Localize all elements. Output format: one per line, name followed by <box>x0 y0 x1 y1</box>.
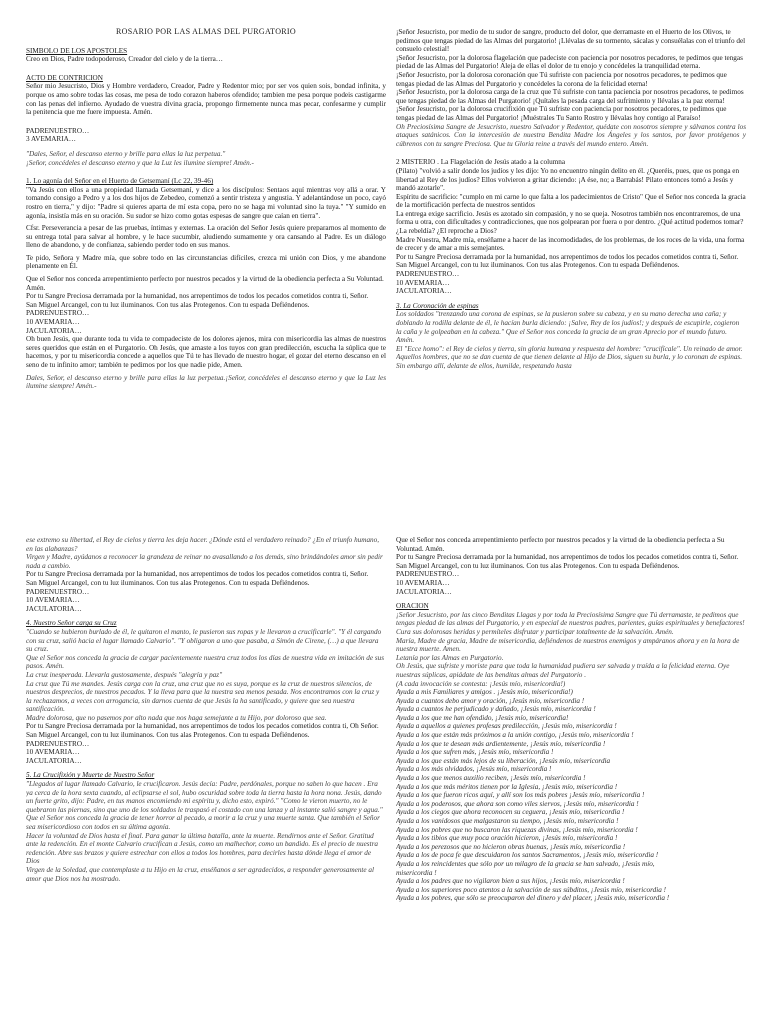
dales-line-1: "Dales, Señor, el descanso eterno y brille para ellas la luz perpetua." <box>26 149 226 158</box>
litany-item: Ayuda a los pobres, que sólo se preocuparon del dinero y del placer, ¡Jesús mío, misericordia ! <box>396 894 670 903</box>
mystery-4-jaculatoria: JACULATORIA… <box>26 756 82 765</box>
response-instruction: (A cada invocación se contesta: ¡Jesús mío, misericordia!) <box>396 679 566 688</box>
litany-item: Ayuda a los padres que no vigilaron bien a sus hijos, ¡Jesús mío, misericordia ! <box>396 877 625 886</box>
supplication-5: ¡Señor Jesucristo, por la dolorosa crucifixión que Tú sufriste con paciencia por nosotros pecadores, te pedimos que tengas piedad de las Almas del Purgatorio! ¡Muéstrales Tu Santo Rostro y llévalas hoy contigo al Paraíso! <box>396 105 727 122</box>
mystery-3-avemaria: 10 AVEMARIA… <box>26 596 80 605</box>
mystery-4-padrenuestro: PADRENUESTRO… <box>26 739 90 748</box>
mystery-2-text: (Pilato) "volvió a salir donde los judíos y les dijo: Yo no encuentro ningún delito en él. ¿Queréis, pues, que os ponga en libertad al Rey de los judíos? Ellos volvieron a gritar diciendo: ¡A ése, no; a Barrabás! Pilato entonces tomó a Jesús y mandó azotarle". <box>396 166 740 193</box>
mystery-3-blood-prayer: Por tu Sangre Preciosa derramada por la humanidad, nos arrepentimos de todos los pecados cometidos contra ti, Señor. <box>26 570 369 579</box>
litany-item: Ayuda a los ciegos que ahora reconocen su ceguera, ¡Jesús mío, misericordia ! <box>396 808 625 817</box>
mystery-4-blood-prayer: Por tu Sangre Preciosa derramada por la humanidad, nos arrepentimos de todos los pecados cometidos contra ti, Oh Señor. <box>26 722 379 731</box>
mystery-4-petition: Madre dolorosa, que no pasemos por alto nada que nos haga semejante a tu Hijo, por doloroso que sea. <box>26 713 327 722</box>
mystery-3-text: Los soldados "trenzando una corona de espinas, se la pusieron sobre su cabeza, y en su mano derecha una caña; y doblando la rodilla delante de él, le hacían burla diciendo: ¡Salve, Rey de los judíos!; y después de escupirle, cogieron la caña y le golpeaban en la cabeza." Que el Señor nos conceda la gracia de un gran Aprecio por el mundo futuro. Amén. <box>396 310 740 345</box>
mystery-2-padrenuestro: PADRENUESTRO… <box>396 270 460 279</box>
oracion-text: ¡Señor Jesucristo, por las cinco Benditas Llagas y por toda la Preciosísima Sangre que Tú derramaste, te pedimos que tengas piedad de las almas del Purgatorio, y en especial de nuestros padres, parientes, guías espirituales y benefactores! Cura sus dolorosas heridas y permíteles disfrutar y participar totalmente de la salvación. Amén. <box>396 610 745 636</box>
mystery-4-cross: La cruz inesperada. Llevarla gustosamente, después "alegría y paz" <box>26 670 223 679</box>
document-title: ROSARIO POR LAS ALMAS DEL PURGATORIO <box>116 28 296 36</box>
acto-text: Señor mio Jesucristo, Dios y Hombre verdadero, Creador, Padre y Redentor mio; por ser vos quien sois, bondad infinita, y porque os amo sobre todas las cosas, me pesa de todo corazon haberos ofendido; tambien me pesa porque podeis castigarme con las penas del infierno. Ayudado de vuestra divina gracia, propongo firmemente nunca mas pecar, confesarme y cumplir la penitencia que me fuere impuesta. Amén. <box>26 82 386 117</box>
mystery-1-reflection: Cfsr. Perseverancia a pesar de las pruebas, íntimas y externas. La oración del Señor Jesús quiere prepararnos al momento de su entrega total para salvar al hombre, y le hace sucumbir, aludiendo sumamente y ora cansando al Padre. Es un diálogo lleno de abandono, y de confianza, sabiendo perder todo en sus manos. <box>26 224 386 250</box>
mystery-1-jaculatoria: JACULATORIA… <box>26 326 82 335</box>
litany-item: Ayuda a los reincidentes que sólo por un milagro de la gracia se han salvado, ¡Jesús mío, <box>396 859 655 868</box>
quadrant-bottom-right <box>396 536 746 1006</box>
mystery-1-grace: Que el Señor nos conceda arrepentimiento perfecto por nuestros pecados y la virtud de la obediencia perfecta a Su Voluntad. Amén. <box>26 275 384 292</box>
litany-item: misericordia ! <box>396 868 437 877</box>
litany-item: Ayuda a mis Familiares y amigos . ¡Jesús mío, misericordia!) <box>396 688 573 697</box>
litany-list <box>396 688 746 903</box>
mystery-5-petition: Virgen de la Soledad, que contemplaste a tu Hijo en la cruz, enséñanos a ser agradecidos, a responder generosamente al amor que Dios nos ha mostrado. <box>26 865 375 883</box>
mystery-5-heading: 5. La Crucifixión y Muerte de Nuestro Señor <box>26 771 155 780</box>
mystery-1-text: "Va Jesús con ellos a una propiedad llamada Getsemaní, y dice a los discípulos: Sentaos aquí mientras voy allá a orar. Y tomando consigo a Pedro y a los dos hijos de Zebedeo, comenzó a sentir tristeza y angustia. Y adelantándose un poco, cayó rostro en tierra," y dijo: "Padre si quieres aparta de mí esta copa, pero no se haga mi voluntad sino la tuya." "Y sumido en agonía, insistía más en su oración. Su sudor se hizo como gotas espesas de sangre que caían en tierra". <box>26 185 386 220</box>
supplication-1: ¡Señor Jesucristo, por medio de tu sudor de sangre, producto del dolor, que derramaste en el Huerto de los Olivos, te pedimos que tengas piedad de las Almas del purgatorio! ¡Llévalas de su tormento, sácalas y consuélalas con el triunfo del consuelo celestial! <box>396 28 746 54</box>
litany-item: Ayuda a aquellos a quienes profesas predilección, ¡Jesús mío, misericordia ! <box>396 722 617 731</box>
letania-title: Letanía por las Almas en Purgatorio. <box>396 653 504 662</box>
simbolo-text: Creo en Dios, Padre todopoderoso, Creador del cielo y de la tierra… <box>26 55 223 64</box>
litany-item: Ayuda a los que están más lejos de su liberación, ¡Jesús mío, misericordia <box>396 756 611 765</box>
precious-blood-prayer: Oh Preciosísima Sangre de Jesucristo, nuestro Salvador y Redentor, quédate con nosotros siempre y sálvanos contra los ataques satánicos. Con la intercesión de nuestra Bendita Madre los Ángeles y los santos, por favor protégenos y cúbrenos con tu sangre Preciosa. Que tu Gloria reine a través del mundo entero. Amén. <box>396 122 746 148</box>
padrenuestro-label: PADRENUESTRO… <box>26 126 90 135</box>
mystery-3-reflection: El "Ecce homo": el Rey de cielos y tierra, sin gloria humana y respuesta del hombre: "crucifícale". Un reinado de amor. Aquellos hombres, que no se dan cuenta de que tienen delante al Hijo de Dios, siguen su burla, y lo coronan de espinas. Sin embargo allí, delante de ellos, humilde, respetando hasta <box>396 344 743 370</box>
dales-line-2: ¡Señor, concédeles el descanso eterno y que la Luz les ilumine siempre! Amén.- <box>26 158 254 167</box>
mystery-1-blood-prayer: Por tu Sangre Preciosa derramada por la humanidad, nos arrepentimos de todos los pecados cometidos contra ti, Señor. <box>26 292 369 301</box>
mystery-1-padrenuestro: PADRENUESTRO… <box>26 309 90 318</box>
litany-item: Ayuda a los que más méritos tienen por la Iglesia, ¡Jesús mío, misericordia ! <box>396 782 618 791</box>
mystery-5-michael-prayer: San Miguel Arcangel, con tu luz iluminanos. Con tus alas Protegenos. Con tu espada Defiéndenos. <box>396 561 680 570</box>
litany-item: Ayuda a cuantos debo amor y oración, ¡Jesús mío, misericordia ! <box>396 696 585 705</box>
mystery-3-michael-prayer: San Miguel Arcangel, con tu luz iluminanos. Con tus alas Protegenos. Con tu espada Defiéndenos. <box>26 578 310 587</box>
mystery-2-reflection: La entrega exige sacrificio. Jesús es azotado sin compasión, y no se queja. Nosotros también nos encontraremos, de una forma u otra, con dificultades y contradicciones, que nos golpearan por fuera o por dentro. ¿Qué actitud podemos tomar? ¿La rebeldía? ¿El reproche a Dios? <box>396 209 744 236</box>
mystery-1-avemaria: 10 AVEMARIA… <box>26 318 80 327</box>
litany-item: Ayuda a cuantos he perjudicado y dañado, ¡Jesús mío, misericordia ! <box>396 705 596 714</box>
mystery-4-michael-prayer: San Miguel Arcangel, con tu luz iluminanos. Con tus alas Protegenos. Con tu espada Defiéndenos. <box>26 731 310 740</box>
mystery-5-padrenuestro: PADRENUESTRO… <box>396 570 460 579</box>
litany-item: Ayuda a los tibios que muy poca oración hicieron, ¡Jesús mío, misericordia ! <box>396 834 618 843</box>
litany-item: Ayuda a los que fueron ricos aquí, y allí son los más pobres ¡Jesús mío, misericordia ! <box>396 791 645 800</box>
supplication-2: ¡Señor Jesucristo, por la dolorosa flagelación que padeciste con paciencia por nosotros pecadores, te pedimos que tengas piedad de las Almas del Purgatorio! Aleja de ellas el dolor de tu enojo y concédeles la tranquilidad eterna. <box>396 53 743 71</box>
quadrant-top-right <box>396 28 746 516</box>
litany-item: Ayuda a los perezosos que no hicieron obras buenas, ¡Jesús mío, misericordia ! <box>396 842 626 851</box>
mystery-2-heading: 2 MISTERIO . La Flagelación de Jesús atado a la columna <box>396 158 566 167</box>
litany-item: Ayuda a los pobres que no buscaron las riquezas divinas, ¡Jesús mío, misericordia ! <box>396 825 638 834</box>
mystery-2-petition: Madre Nuestra, Madre mía, enséñame a hacer de las incomodidades, de los problemas, de los roces de la vida, una forma de crecer y de amar a mis semejantes. <box>396 235 745 253</box>
mystery-1-petition: Te pido, Señora y Madre mía, que sobre todo en las circunstancias difíciles, crezca mi unión con Dios, y me abandone plenamente en Él. <box>26 253 386 271</box>
mystery-2-avemaria: 10 AVEMARIA… <box>396 278 450 287</box>
litany-item: Ayuda a los que sufren más, ¡Jesús mío, misericordia ! <box>396 748 554 757</box>
maria-prayer: María, Madre de gracia, Madre de misericordia, defiéndenos de nuestros enemigos y ampáranos ahora y en la hora de nuestra muerte. Amen. <box>396 636 740 654</box>
mystery-5-text: "Llegados al lugar llamado Calvario, le crucificaron. Jesús decía: Padre, perdónales, porque no saben lo que hacen . Era ya cerca de la hora sexta cuando, al eclipsarse el sol, hubo oscuridad sobre toda la tierra hasta la hora nona. Jesús, dando un fuerte grito, dijo: Padre, en tus manos encomiendo mi espíritu y, dicho esto, expiró." "Como le vieron muerto, no le quebraron las piernas, sino que uno de los soldados le traspasó el costado con una lanza y al instante salió sangre y agua." <box>26 780 383 814</box>
supplication-3: ¡Señor Jesucristo, por la dolorosa coronación que Tú sufriste con paciencia por nosotros pecadores, te pedimos que tengas piedad de las Almas del Purgatorio y concédeles la corona de la felicidad eterna! <box>396 70 727 88</box>
mystery-3-padrenuestro: PADRENUESTRO… <box>26 587 90 596</box>
litany-item: Ayuda a los más olvidados, ¡Jesús mío, misericordia ! <box>396 765 552 774</box>
mystery-1-jaculatoria-text: Oh buen Jesús, que durante toda tu vida te compadeciste de los dolores ajenos, mira con misericordia las almas de nuestros seres queridos que están en el Purgatorio. Oh Jesús, que amaste a los tuyos con gran predilección, escucha la súplica que te hacemos, y por tu misericordia concede a aquellos que Tú te has llevado de nuestro hogar, el gozar del eterno descanso en el seno de tu infinito amor; también te pedimos por los que nadie pide, Amen. <box>26 335 386 369</box>
oh-jesus-prayer: Oh Jesús, que sufriste y moriste para que toda la humanidad pudiera ser salvada y traída a la felicidad eterna. Oye nuestras súplicas, apiádate de las benditas almas del Purgatorio . <box>396 662 730 679</box>
mystery-5-blood-prayer: Por tu Sangre Preciosa derramada por la humanidad, nos arrepentimos de todos los pecados cometidos contra ti, Señor. <box>396 553 739 562</box>
mystery-1-dales: Dales, Señor, el descanso eterno y brille para ellas la luz perpetua.¡Señor, concédeles el descanso eterno y que la Luz les ilumine siempre! Amén.- <box>26 373 386 391</box>
mystery-3-heading: 3. La Coronación de espinas <box>396 301 479 310</box>
litany-item: Ayuda a los superiores poco atentos a la salvación de sus súbditos, ¡Jesús mío, misericordia ! <box>396 885 666 894</box>
litany-item: Ayuda a los que me han ofendido, ¡Jesús mío, misericordia! <box>396 713 569 722</box>
mystery-1-michael-prayer: San Miguel Arcangel, con tu luz iluminanos. Con tus alas Protegenos. Con tu espada Defiéndenos. <box>26 300 310 309</box>
litany-item: Ayuda a los que te desean más ardientemente, ¡Jesús mío, misericordia ! <box>396 739 606 748</box>
mystery-5-jaculatoria: JACULATORIA… <box>396 587 452 596</box>
quadrant-top-left <box>26 28 386 516</box>
continuation-text: ese extremo su libertad, el Rey de cielos y tierra les deja hacer. ¿Dónde está el verdadero reinado? ¿En el triunfo humano, en las alabanzas? <box>26 536 380 553</box>
mystery-2-sacrifice: Espíritu de sacrificio: "cumplo en mi carne lo que falta a los padecimientos de Cristo" Que el Señor nos conceda la gracia de la mortificación perfecta de nuestros sentidos <box>396 192 746 210</box>
mystery-4-text: "Cuando se hubieron burlado de él, le quitaron el manto, le pusieron sus ropas y le llevaron a crucificarle". "Y él cargando con su cruz, salió hacia el lugar llamado Calvario". "Y obligaron a uno que pasaba, a Simón de Cirene, (…) a que llevara su cruz. <box>26 627 382 654</box>
litany-item: Ayuda a los de poca fe que descuidaron los santos Sacramentos, ¡Jesús mío, misericordia ! <box>396 851 659 860</box>
litany-item: Ayuda a los vanidosos que malgastaron su tiempo, ¡Jesús mío, misericordia ! <box>396 817 619 825</box>
supplication-4: ¡Señor Jesucristo, por la dolorosa carga de la cruz que Tú sufriste con tanta paciencia por nosotros pecadores, te pedimos que tengas piedad de las Almas del Purgatorio! ¡Quítales la pesada carga del sufrimiento y llévalas a la paz eterna! <box>396 88 744 105</box>
mystery-4-heading: 4. Nuestro Señor carga su Cruz <box>26 619 117 628</box>
litany-item: Ayuda a los poderosos, que ahora son como viles siervos, ¡Jesús mío, misericordia ! <box>396 799 639 808</box>
mystery-5-grace: Que el Señor nos conceda la gracia de tener horror al pecado, a morir a la cruz y una muerte santa. Que también el Señor sea misericordioso con todos en su última agonía. <box>26 814 380 831</box>
mystery-2-blood-prayer: Por tu Sangre Preciosa derramada por la humanidad, nos arrepentimos de todos los pecados cometidos contra ti, Señor. <box>396 252 739 261</box>
virgin-petition: Virgen y Madre, ayúdanos a reconocer la grandeza de reinar no avasallando a los demás, sino brindándoles amor sin pedir nada a cambio. <box>26 553 383 570</box>
litany-item: Ayuda a los que menos auxilio reciben, ¡Jesús mío, misericordia ! <box>396 774 586 783</box>
simbolo-heading: SIMBOLO DE LOS APOSTOLES <box>26 46 128 55</box>
mystery-2-michael-prayer: San Miguel Arcangel, con tu luz iluminanos. Con tus alas Protegenos. Con tu espada Defiéndenos. <box>396 261 680 270</box>
oracion-heading: ORACION <box>396 602 429 611</box>
mystery-2-jaculatoria: JACULATORIA… <box>396 287 452 296</box>
mystery-5-reflection: Hacer la voluntad de Dios hasta el final. Para ganar la última batalla, ante la muerte. Rendirnos ante el Señor. Gratitud ante la redención. En el monte Calvario crucifican a Jesús, como un malhechor, como un bandido. Es el precio de nuestra redención. Abre sus brazos y quiere estrechar con ellos a todos los hombres, para decirles hasta dónde llega el amor de Dios <box>26 831 378 866</box>
mystery-1-heading: 1. Lo agonía del Señor en el Huerto de Getsemaní (Lc 22, 39-46) <box>26 177 214 186</box>
mystery-4-grace: Que el Señor nos conceda la gracia de cargar pacientemente nuestra cruz todos los días de nuestra vida en imitación de sus pasos. Amén. <box>26 653 385 671</box>
mystery-4-reflection: La cruz que Tú me mandes. Jesús carga con la cruz, una cruz que no es suya, porque es la cruz de nuestros silencios, de nuestros desprecios, de nuestros pecados. Y la lleva para que la nuestra sea menos pesada. Nos encontramos con la cruz y la rechazamos, a veces con arrogancia, sin darnos cuenta de que Jesús la ha santificado, y quiere que sea nuestra santificación. <box>26 679 380 714</box>
mystery-4-avemaria: 10 AVEMARIA… <box>26 748 80 757</box>
litany-item: Ayuda a los que están más próximos a la unión contigo, ¡Jesús mío, misericordia ! <box>396 731 634 740</box>
mystery-5-avemaria: 10 AVEMARIA… <box>396 578 450 587</box>
mystery-5-grace-closing: Que el Señor nos conceda arrepentimiento perfecto por nuestros pecados y la virtud de la obediencia perfecta a Su Voluntad. Amén. <box>396 536 725 553</box>
acto-heading: ACTO DE CONTRICION <box>26 73 103 82</box>
avemaria-label: 3 AVEMARIA… <box>26 135 76 144</box>
mystery-3-jaculatoria: JACULATORIA… <box>26 604 82 613</box>
quadrant-bottom-left <box>26 536 386 1006</box>
